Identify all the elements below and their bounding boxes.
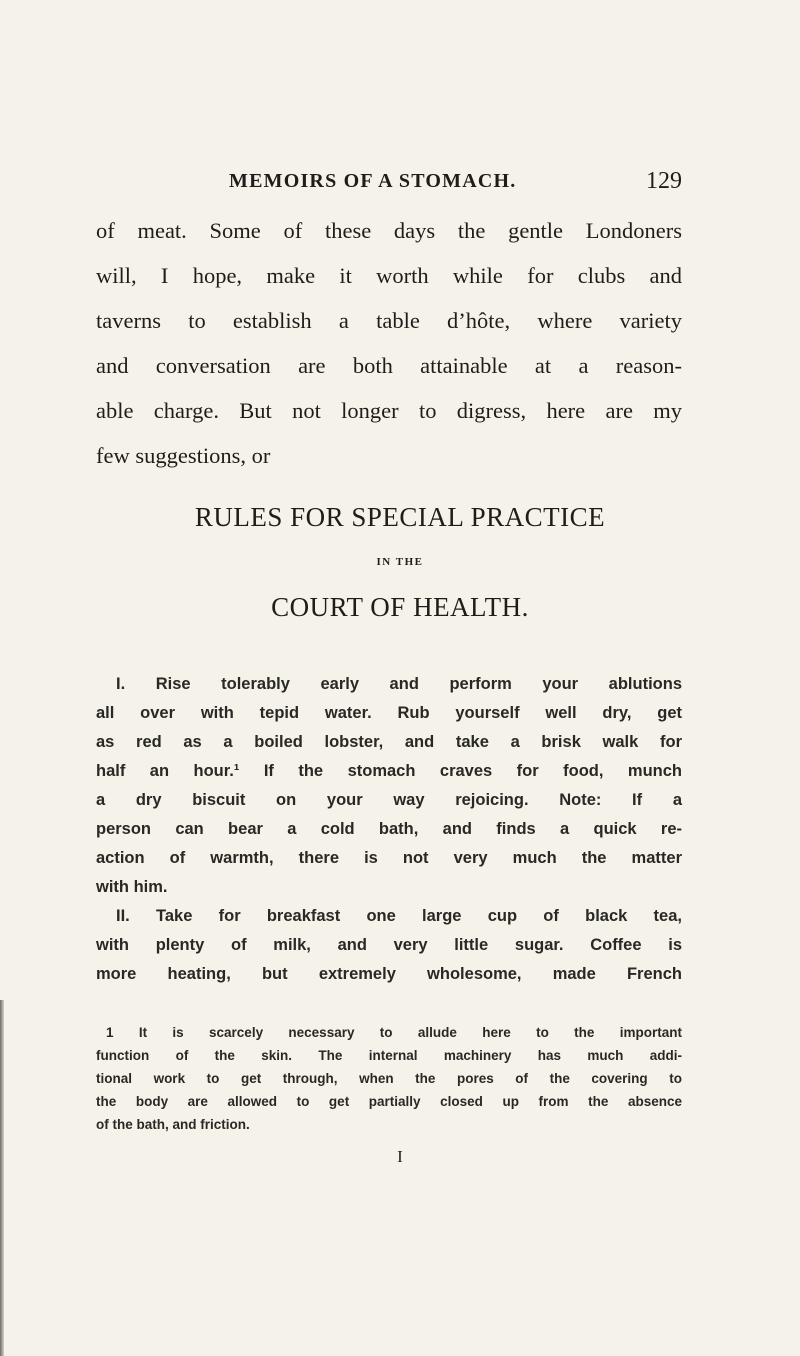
rule-line: person can bear a cold bath, and finds a quick re- <box>96 820 682 838</box>
body-paragraph <box>96 208 682 478</box>
body-line: will, I hope, make it worth while for clubs and <box>96 263 682 288</box>
page-binding-shadow <box>0 1000 4 1356</box>
section-subheading: COURT OF HEALTH. <box>271 592 529 622</box>
page-number: 129 <box>646 168 682 194</box>
body-line: and conversation are both attainable at a reason- <box>96 353 682 378</box>
running-head <box>0 170 800 200</box>
rule-line: action of warmth, there is not very much the matter <box>96 849 682 867</box>
body-line: few suggestions, or <box>96 443 271 468</box>
rule-line: as red as a boiled lobster, and take a brisk walk for <box>96 733 682 751</box>
body-line: taverns to establish a table d’hôte, where variety <box>96 308 682 333</box>
rule-line: with him. <box>96 878 168 896</box>
body-line: able charge. But not longer to digress, here are my <box>96 398 682 423</box>
rule-line: I. Rise tolerably early and perform your ablutions <box>116 675 682 693</box>
rule-line: more heating, but extremely wholesome, made French <box>96 965 682 983</box>
rule-line: a dry biscuit on your way rejoicing. Note: If a <box>96 791 682 809</box>
section-heading-connector: IN THE <box>376 556 424 568</box>
footnote-line: 1 It is scarcely necessary to allude here to the important <box>106 1025 682 1040</box>
rule-line: II. Take for breakfast one large cup of black tea, <box>116 907 682 925</box>
section-heading: RULES FOR SPECIAL PRACTICE <box>194 502 606 532</box>
rule-line: half an hour.¹ If the stomach craves for food, munch <box>96 762 682 780</box>
rule-line: all over with tepid water. Rub yourself well dry, get <box>96 704 682 722</box>
footnote-line: the body are allowed to get partially closed up from the absence <box>96 1094 682 1109</box>
footnote-line: of the bath, and friction. <box>96 1117 250 1132</box>
footnote-line: tional work to get through, when the pores of the covering to <box>96 1071 682 1086</box>
body-line: of meat. Some of these days the gentle Londoners <box>96 218 682 243</box>
rule-line: with plenty of milk, and very little sugar. Coffee is <box>96 936 682 954</box>
running-head-title: MEMOIRS OF A STOMACH. <box>229 170 517 192</box>
rules-text <box>96 670 682 989</box>
signature-mark: I <box>397 1147 403 1166</box>
footnote <box>96 1021 682 1136</box>
footnote-line: function of the skin. The internal machinery has much addi- <box>96 1048 682 1063</box>
